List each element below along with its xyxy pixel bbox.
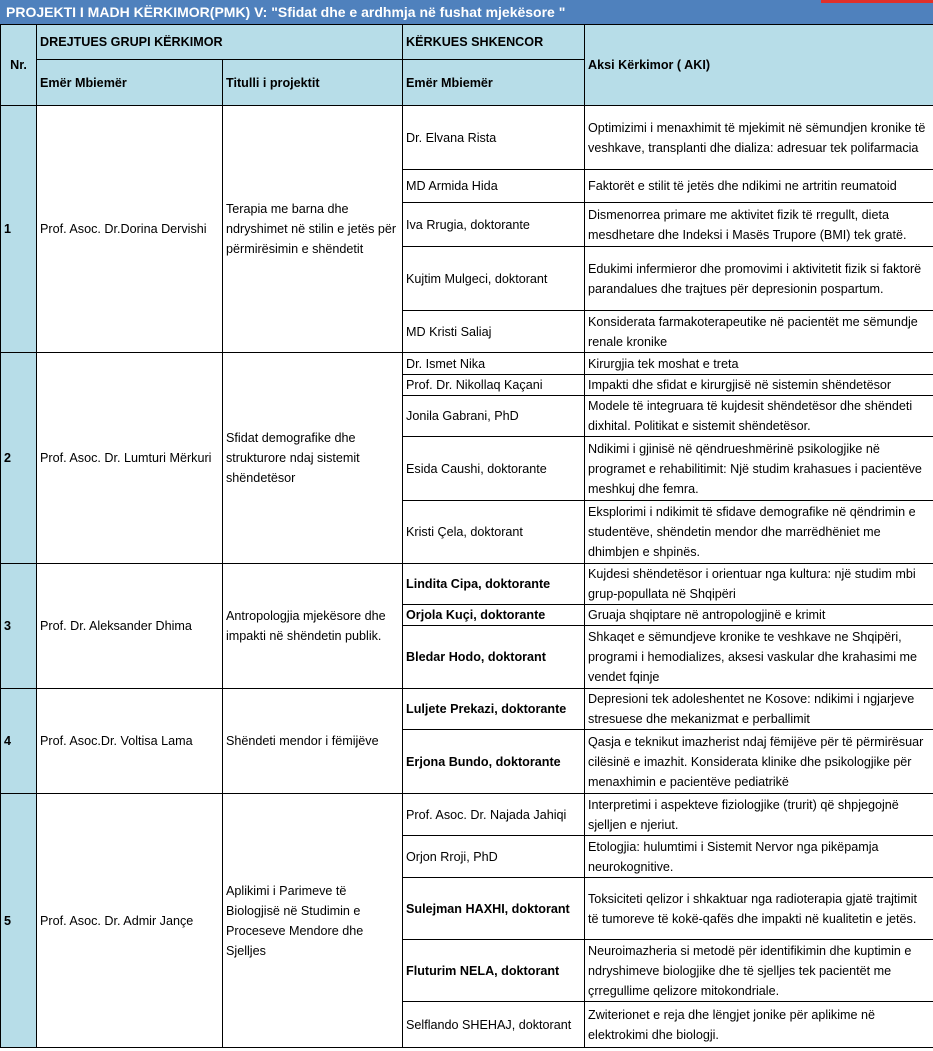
project-number: 5 (1, 794, 37, 1048)
header-researcher-name: Emër Mbiemër (403, 60, 585, 106)
research-axis: Kujdesi shëndetësor i orientuar nga kultura: një studim mbi grup-popullata në Shqipëri (585, 564, 933, 605)
project-leader: Prof. Asoc. Dr. Lumturi Mërkuri (37, 353, 223, 564)
researcher-name: Prof. Dr. Nikollaq Kaçani (403, 375, 585, 396)
researcher-name: Prof. Asoc. Dr. Najada Jahiqi (403, 794, 585, 836)
research-axis: Optimizimi i menaxhimit të mjekimit në sëmundjen kronike të veshkave, transplanti dhe dializa: adresuar tek polifarmacia (585, 106, 933, 170)
header-project-title: Titulli i projektit (223, 60, 403, 106)
page-title: PROJEKTI I MADH KËRKIMOR(PMK) V: "Sfidat dhe e ardhmja në fushat mjekësore " (0, 0, 933, 24)
researcher-name: Orjon Rroji, PhD (403, 836, 585, 878)
researcher-name: Orjola Kuçi, doktorante (403, 605, 585, 626)
red-marker (821, 0, 933, 3)
project-title: Aplikimi i Parimeve të Biologjisë në Studimin e Proceseve Mendore dhe Sjelljes (223, 794, 403, 1048)
research-table (0, 24, 933, 1048)
project-title: Terapia me barna dhe ndryshimet në stilin e jetës për përmirësimin e shëndetit (223, 106, 403, 353)
researcher-name: Bledar Hodo, doktorant (403, 626, 585, 689)
research-axis: Dismenorrea primare me aktivitet fizik të rregullt, dieta mesdhetare dhe Indeksi i Masës Trupore (BMI) tek gratë. (585, 203, 933, 247)
researcher-name: MD Kristi Saliaj (403, 311, 585, 353)
researcher-name: Sulejman HAXHI, doktorant (403, 878, 585, 940)
researcher-name: Dr. Elvana Rista (403, 106, 585, 170)
project-number: 2 (1, 353, 37, 564)
header-nr: Nr. (1, 25, 37, 106)
research-axis: Shkaqet e sëmundjeve kronike te veshkave ne Shqipëri, programi i hemodializes, aksesi vaskular dhe krahasimi me vendet fqinje (585, 626, 933, 689)
researcher-name: Luljete Prekazi, doktorante (403, 689, 585, 730)
project-leader: Prof. Asoc.Dr. Voltisa Lama (37, 689, 223, 794)
research-axis: Neuroimazheria si metodë për identifikimin dhe kuptimin e ndryshimeve biologjike dhe të sjelljes tek pacientët me çrregullime qelizore mitokondriale. (585, 940, 933, 1002)
header-researcher: KËRKUES SHKENCOR (403, 25, 585, 60)
table-row (1, 106, 933, 170)
table-row (1, 794, 933, 836)
research-axis: Kirurgjia tek moshat e treta (585, 353, 933, 375)
research-axis: Eksplorimi i ndikimit të sfidave demografike në qëndrimin e studentëve, shëndetin mendor dhe marrëdhëniet me dhimbjen e shpinës. (585, 501, 933, 564)
researcher-name: Selflando SHEHAJ, doktorant (403, 1002, 585, 1048)
research-axis: Qasja e teknikut imazherist ndaj fëmijëve për të përmirësuar cilësinë e imazhit. Konsiderata klinike dhe psikologjike për menaxhimin e pacientëve pediatrikë (585, 730, 933, 794)
researcher-name: Kujtim Mulgeci, doktorant (403, 247, 585, 311)
research-axis: Modele të integruara të kujdesit shëndetësor dhe shëndeti dixhital. Politikat e sistemit shëndetësor. (585, 396, 933, 437)
researcher-name: Kristi Çela, doktorant (403, 501, 585, 564)
table-row (1, 564, 933, 605)
research-axis: Etologjia: hulumtimi i Sistemit Nervor nga pikëpamja neurokognitive. (585, 836, 933, 878)
header-group-leader: DREJTUES GRUPI KËRKIMOR (37, 25, 403, 60)
project-leader: Prof. Dr. Aleksander Dhima (37, 564, 223, 689)
header-leader-name: Emër Mbiemër (37, 60, 223, 106)
researcher-name: Jonila Gabrani, PhD (403, 396, 585, 437)
table-row (1, 689, 933, 730)
research-axis: Ndikimi i gjinisë në qëndrueshmërinë psikologjike në programet e rehabilitimit: Një studim krahasues i pacientëve meshkuj dhe femra. (585, 437, 933, 501)
project-number: 1 (1, 106, 37, 353)
table-row (1, 353, 933, 375)
researcher-name: Lindita Cipa, doktorante (403, 564, 585, 605)
research-axis: Toksiciteti qelizor i shkaktuar nga radioterapia gjatë trajtimit të tumoreve të kokë-qafës dhe impakti në kualitetin e jetës. (585, 878, 933, 940)
research-axis: Gruaja shqiptare në antropologjinë e krimit (585, 605, 933, 626)
research-axis: Zwiterionet e reja dhe lëngjet jonike për aplikime në elektrokimi dhe biologji. (585, 1002, 933, 1048)
project-leader: Prof. Asoc. Dr.Dorina Dervishi (37, 106, 223, 353)
project-title: Sfidat demografike dhe strukturore ndaj sistemit shëndetësor (223, 353, 403, 564)
research-axis: Konsiderata farmakoterapeutike në pacientët me sëmundje renale kronike (585, 311, 933, 353)
researcher-name: Iva Rrugia, doktorante (403, 203, 585, 247)
research-axis: Interpretimi i aspekteve fiziologjike (trurit) që shpjegojnë sjelljen e njeriut. (585, 794, 933, 836)
researcher-name: Dr. Ismet Nika (403, 353, 585, 375)
research-axis: Edukimi infermieror dhe promovimi i aktivitetit fizik si faktorë parandalues dhe trajtues për depresionin pospartum. (585, 247, 933, 311)
researcher-name: Esida Caushi, doktorante (403, 437, 585, 501)
research-axis: Faktorët e stilit të jetës dhe ndikimi ne artritin reumatoid (585, 170, 933, 203)
project-title: Antropologjia mjekësore dhe impakti në shëndetin publik. (223, 564, 403, 689)
research-axis: Impakti dhe sfidat e kirurgjisë në sistemin shëndetësor (585, 375, 933, 396)
project-number: 4 (1, 689, 37, 794)
researcher-name: MD Armida Hida (403, 170, 585, 203)
project-title: Shëndeti mendor i fëmijëve (223, 689, 403, 794)
researcher-name: Erjona Bundo, doktorante (403, 730, 585, 794)
research-axis: Depresioni tek adoleshentet ne Kosove: ndikimi i ngjarjeve stresuese dhe mekanizmat e perballimit (585, 689, 933, 730)
project-number: 3 (1, 564, 37, 689)
researcher-name: Fluturim NELA, doktorant (403, 940, 585, 1002)
project-leader: Prof. Asoc. Dr. Admir Jançe (37, 794, 223, 1048)
header-axis: Aksi Kërkimor ( AKI) (585, 25, 933, 106)
